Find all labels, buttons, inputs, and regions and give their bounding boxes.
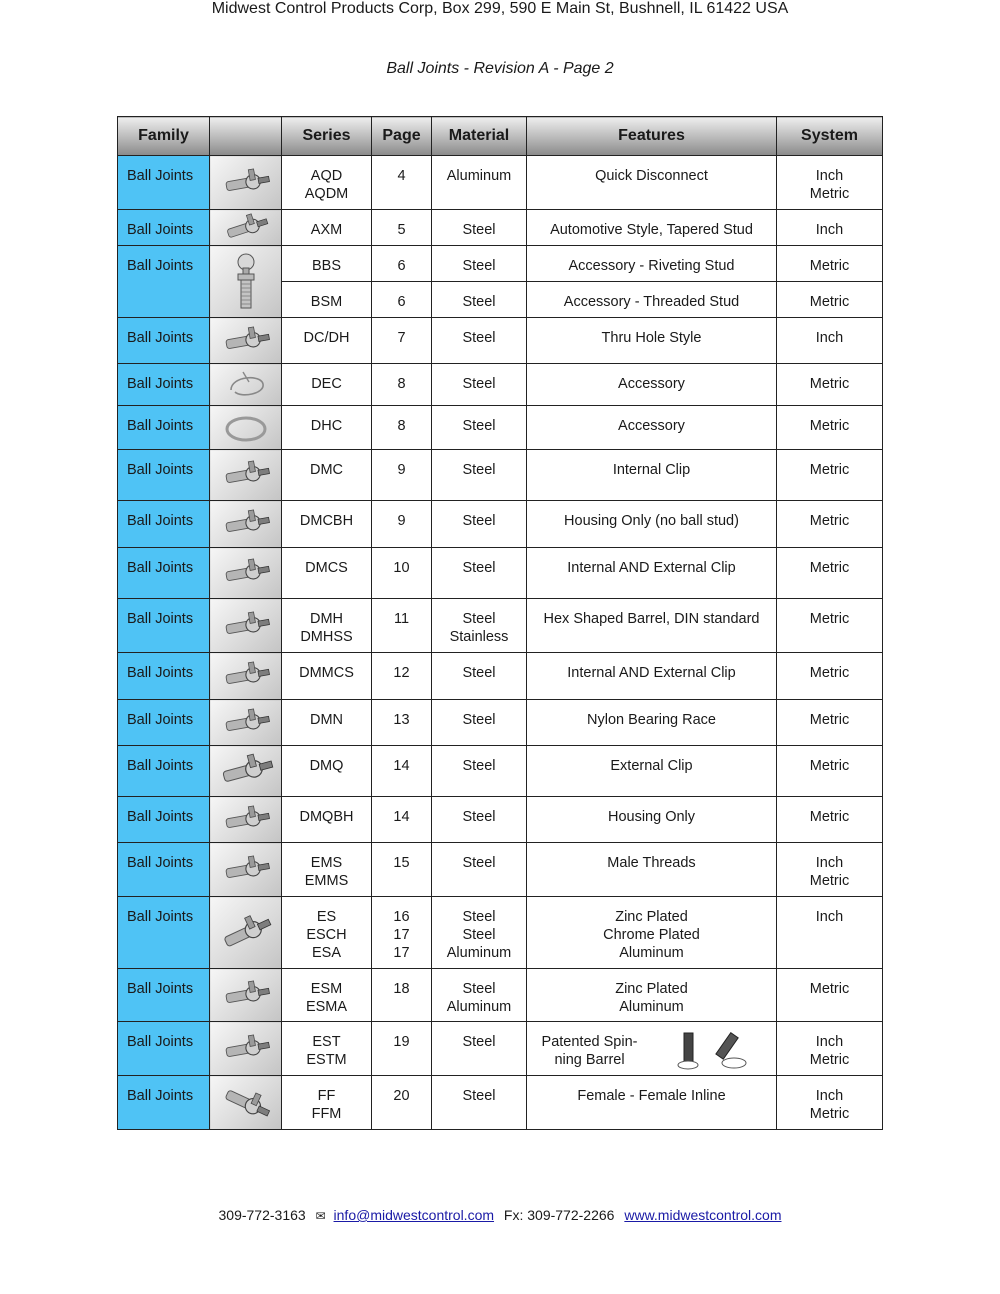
material-cell xyxy=(432,246,527,282)
page-cell xyxy=(372,797,432,843)
series-line: DMN xyxy=(309,712,344,728)
envelope-icon: ✉ xyxy=(315,1209,326,1223)
system-cell xyxy=(777,450,883,501)
material-cell xyxy=(432,318,527,364)
feature-line: External Clip xyxy=(610,758,693,774)
material-cell xyxy=(432,969,527,1022)
series-cell xyxy=(282,969,372,1022)
material-line: Steel xyxy=(462,258,496,274)
ball-joints-table xyxy=(117,116,883,1130)
page-line: 15 xyxy=(393,855,410,871)
table-header-row xyxy=(118,117,883,156)
system-cell xyxy=(777,406,883,450)
system-line: Metric xyxy=(809,712,850,728)
material-cell xyxy=(432,364,527,406)
system-cell xyxy=(777,599,883,653)
material-cell xyxy=(432,897,527,969)
family-cell: Ball Joints xyxy=(118,406,210,450)
features-cell xyxy=(527,156,777,210)
feature-line: ning Barrel xyxy=(554,1052,625,1068)
series-cell xyxy=(282,746,372,797)
material-line: Steel xyxy=(462,855,496,871)
table-row xyxy=(118,210,883,246)
features-cell xyxy=(527,897,777,969)
family-cell: Ball Joints xyxy=(118,599,210,653)
header-series: Series xyxy=(282,117,372,156)
family-cell: Ball Joints xyxy=(118,318,210,364)
features-cell xyxy=(527,599,777,653)
material-line: Steel xyxy=(462,1034,496,1050)
feature-line: Aluminum xyxy=(619,999,684,1015)
series-line: DMQBH xyxy=(299,809,354,825)
page-line: 13 xyxy=(393,712,410,728)
series-line: ESM xyxy=(310,981,343,997)
series-line: ESCH xyxy=(306,927,347,943)
material-cell xyxy=(432,746,527,797)
page-cell xyxy=(372,501,432,548)
page-cell xyxy=(372,653,432,700)
feature-line: Internal Clip xyxy=(612,462,691,478)
system-line: Metric xyxy=(809,462,850,478)
page-cell xyxy=(372,969,432,1022)
features-cell xyxy=(527,746,777,797)
material-line: Steel xyxy=(462,809,496,825)
page-line: 17 xyxy=(393,927,410,943)
system-line: Metric xyxy=(809,665,850,681)
material-line: Steel xyxy=(462,758,496,774)
system-line: Inch xyxy=(815,330,844,346)
table-row xyxy=(118,450,883,501)
page-line: 7 xyxy=(397,330,406,346)
system-cell xyxy=(777,700,883,746)
series-line: BSM xyxy=(310,294,343,310)
system-cell xyxy=(777,364,883,406)
dmcbh-housing-photo xyxy=(210,501,282,548)
features-cell xyxy=(527,318,777,364)
system-line: Metric xyxy=(809,418,850,434)
material-line: Steel xyxy=(462,611,496,627)
system-line: Metric xyxy=(809,873,850,889)
series-line: DMC xyxy=(309,462,344,478)
page-line: 18 xyxy=(393,981,410,997)
est-ball-joint-photo xyxy=(210,1022,282,1076)
material-cell xyxy=(432,653,527,700)
features-cell xyxy=(527,364,777,406)
table-row xyxy=(118,548,883,599)
material-line: Steel xyxy=(462,981,496,997)
dmc-ball-joint-photo xyxy=(210,450,282,501)
material-cell xyxy=(432,210,527,246)
series-cell xyxy=(282,246,372,282)
family-cell: Ball Joints xyxy=(118,501,210,548)
family-cell: Ball Joints xyxy=(118,1076,210,1130)
series-line: EMMS xyxy=(304,873,349,889)
material-line: Steel xyxy=(462,665,496,681)
series-cell xyxy=(282,501,372,548)
series-cell xyxy=(282,1022,372,1076)
system-cell xyxy=(777,210,883,246)
feature-line: Aluminum xyxy=(619,945,684,961)
material-cell xyxy=(432,450,527,501)
page-cell xyxy=(372,897,432,969)
feature-line: Internal AND External Clip xyxy=(567,665,736,681)
feature-line: Nylon Bearing Race xyxy=(587,712,716,728)
features-cell xyxy=(527,246,777,282)
page-cell xyxy=(372,246,432,282)
page-line: 6 xyxy=(397,258,406,274)
system-cell xyxy=(777,843,883,897)
header-system: System xyxy=(777,117,883,156)
page-title: Ball Joints - Revision A - Page 2 xyxy=(386,60,614,77)
family-cell: Ball Joints xyxy=(118,156,210,210)
table-row xyxy=(118,364,883,406)
features-cell xyxy=(527,969,777,1022)
series-line: ESMA xyxy=(305,999,348,1015)
page-cell xyxy=(372,746,432,797)
series-cell xyxy=(282,318,372,364)
system-line: Metric xyxy=(809,258,850,274)
series-line: EMS xyxy=(310,855,343,871)
system-line: Metric xyxy=(809,758,850,774)
page-line: 16 xyxy=(393,909,410,925)
system-cell xyxy=(777,797,883,843)
dmmcs-ball-joint-photo xyxy=(210,653,282,700)
material-cell xyxy=(432,700,527,746)
page-line: 9 xyxy=(397,462,406,478)
series-line: DC/DH xyxy=(303,330,350,346)
page-cell xyxy=(372,282,432,318)
material-cell xyxy=(432,548,527,599)
system-line: Inch xyxy=(815,909,844,925)
page-line: 8 xyxy=(397,418,406,434)
material-cell xyxy=(432,599,527,653)
material-line: Steel xyxy=(462,927,496,943)
system-line: Metric xyxy=(809,1106,850,1122)
series-line: EST xyxy=(312,1034,341,1050)
features-cell xyxy=(527,548,777,599)
series-line: DEC xyxy=(311,376,342,392)
series-cell xyxy=(282,548,372,599)
material-line: Steel xyxy=(462,1088,496,1104)
system-line: Inch xyxy=(815,168,844,184)
footer-phone: 309-772-3163 xyxy=(218,1207,306,1223)
material-line: Steel xyxy=(462,418,496,434)
family-cell: Ball Joints xyxy=(118,1022,210,1076)
features-cell xyxy=(527,700,777,746)
header-image xyxy=(210,117,282,156)
page-line: 17 xyxy=(393,945,410,961)
features-cell xyxy=(527,282,777,318)
series-line: DHC xyxy=(310,418,343,434)
system-line: Inch xyxy=(815,1034,844,1050)
family-cell: Ball Joints xyxy=(118,969,210,1022)
dhc-ring-photo xyxy=(210,406,282,450)
material-line: Aluminum xyxy=(446,999,512,1015)
system-cell xyxy=(777,156,883,210)
material-line: Aluminum xyxy=(446,945,512,961)
features-cell xyxy=(527,843,777,897)
series-line: FF xyxy=(317,1088,336,1104)
table-row xyxy=(118,797,883,843)
system-cell xyxy=(777,548,883,599)
family-cell: Ball Joints xyxy=(118,450,210,501)
page-line: 4 xyxy=(397,168,406,184)
system-line: Inch xyxy=(815,1088,844,1104)
feature-line: Automotive Style, Tapered Stud xyxy=(550,222,753,238)
page-line: 10 xyxy=(393,560,410,576)
footer-company: Midwest Control Products Corp, Box 299, 590 E Main St, Bushnell, IL 61422 USA xyxy=(211,0,789,17)
header-features: Features xyxy=(527,117,777,156)
series-line: FFM xyxy=(311,1106,342,1122)
page-line: 19 xyxy=(393,1034,410,1050)
header-family: Family xyxy=(118,117,210,156)
dmn-ball-joint-photo xyxy=(210,700,282,746)
axm-ball-joint-photo xyxy=(210,210,282,246)
features-cell xyxy=(527,1076,777,1130)
page-cell xyxy=(372,364,432,406)
series-cell xyxy=(282,653,372,700)
page-line: 14 xyxy=(393,758,410,774)
page-cell xyxy=(372,1022,432,1076)
material-line: Steel xyxy=(462,330,496,346)
dc-dh-ball-joint-photo xyxy=(210,318,282,364)
series-line: DMHSS xyxy=(300,629,353,645)
material-line: Stainless xyxy=(449,629,509,645)
series-cell xyxy=(282,1076,372,1130)
family-cell: Ball Joints xyxy=(118,797,210,843)
dec-clip-photo xyxy=(210,364,282,406)
system-line: Metric xyxy=(809,981,850,997)
family-cell: Ball Joints xyxy=(118,653,210,700)
material-cell xyxy=(432,156,527,210)
page-cell xyxy=(372,318,432,364)
page-line: 8 xyxy=(397,376,406,392)
page-line: 20 xyxy=(393,1088,410,1104)
page-cell xyxy=(372,700,432,746)
series-cell xyxy=(282,156,372,210)
series-cell xyxy=(282,599,372,653)
page-cell xyxy=(372,450,432,501)
system-line: Inch xyxy=(815,855,844,871)
material-line: Steel xyxy=(462,376,496,392)
system-cell xyxy=(777,969,883,1022)
ball-stud-photo xyxy=(210,246,282,318)
page-line: 6 xyxy=(397,294,406,310)
series-cell xyxy=(282,897,372,969)
table-row xyxy=(118,246,883,282)
table-row xyxy=(118,653,883,700)
material-cell xyxy=(432,282,527,318)
system-cell xyxy=(777,318,883,364)
family-cell: Ball Joints xyxy=(118,700,210,746)
material-cell xyxy=(432,1076,527,1130)
family-cell: Ball Joints xyxy=(118,364,210,406)
page-cell xyxy=(372,156,432,210)
material-cell xyxy=(432,797,527,843)
system-cell xyxy=(777,897,883,969)
series-cell xyxy=(282,282,372,318)
series-cell xyxy=(282,210,372,246)
series-cell xyxy=(282,797,372,843)
series-cell xyxy=(282,406,372,450)
table-row xyxy=(118,843,883,897)
series-line: AQDM xyxy=(304,186,349,202)
series-line: ESTM xyxy=(306,1052,347,1068)
footer-fax: Fx: 309-772-2266 xyxy=(503,1207,615,1223)
features-cell xyxy=(527,797,777,843)
feature-line: Housing Only xyxy=(607,809,696,825)
table-row xyxy=(118,1022,883,1076)
system-line: Metric xyxy=(809,376,850,392)
feature-line: Thru Hole Style xyxy=(601,330,702,346)
family-cell: Ball Joints xyxy=(118,548,210,599)
page-cell xyxy=(372,843,432,897)
series-cell xyxy=(282,700,372,746)
system-cell xyxy=(777,501,883,548)
system-line: Metric xyxy=(809,611,850,627)
system-cell xyxy=(777,246,883,282)
ems-ball-joint-photo xyxy=(210,843,282,897)
page-line: 9 xyxy=(397,513,406,529)
material-line: Steel xyxy=(462,462,496,478)
feature-line: Patented Spin- xyxy=(541,1034,638,1050)
material-line: Steel xyxy=(462,712,496,728)
feature-line: Internal AND External Clip xyxy=(567,560,736,576)
feature-line: Housing Only (no ball stud) xyxy=(564,513,739,529)
family-cell: Ball Joints xyxy=(118,246,210,318)
system-line: Metric xyxy=(809,513,850,529)
dmq-ball-joint-photo xyxy=(210,746,282,797)
series-line: ES xyxy=(316,909,337,925)
dmh-ball-joint-photo xyxy=(210,599,282,653)
material-cell xyxy=(432,843,527,897)
features-cell xyxy=(527,450,777,501)
dmcs-ball-joint-photo xyxy=(210,548,282,599)
ff-ball-joint-photo xyxy=(210,1076,282,1130)
page-cell xyxy=(372,210,432,246)
table-row xyxy=(118,969,883,1022)
series-line: DMCBH xyxy=(299,513,354,529)
dmqbh-housing-photo xyxy=(210,797,282,843)
page-line: 5 xyxy=(397,222,406,238)
features-cell xyxy=(527,653,777,700)
table-row xyxy=(118,156,883,210)
page-line: 14 xyxy=(393,809,410,825)
table-row xyxy=(118,501,883,548)
series-line: ESA xyxy=(311,945,341,961)
material-cell xyxy=(432,501,527,548)
system-line: Metric xyxy=(809,560,850,576)
spinning-barrel-photo xyxy=(652,1027,776,1073)
family-cell: Ball Joints xyxy=(118,746,210,797)
es-ball-joint-photo xyxy=(210,897,282,969)
system-cell xyxy=(777,746,883,797)
footer-contacts xyxy=(0,1207,1000,1223)
features-cell xyxy=(527,1022,777,1076)
system-line: Metric xyxy=(809,294,850,310)
feature-line: Zinc Plated xyxy=(615,981,688,997)
feature-line: Chrome Plated xyxy=(603,927,700,943)
feature-line: Accessory xyxy=(618,418,685,434)
table-row xyxy=(118,599,883,653)
aqd-ball-joint-photo xyxy=(210,156,282,210)
features-cell xyxy=(527,501,777,548)
series-line: DMH xyxy=(309,611,344,627)
table-row xyxy=(118,406,883,450)
series-line: DMQ xyxy=(309,758,344,774)
page-cell xyxy=(372,599,432,653)
series-line: DMCS xyxy=(305,560,348,576)
system-line: Metric xyxy=(809,809,850,825)
esm-ball-joint-photo xyxy=(210,969,282,1022)
table-row xyxy=(118,746,883,797)
table-row xyxy=(118,1076,883,1130)
feature-line: Accessory - Riveting Stud xyxy=(568,258,735,274)
series-line: BBS xyxy=(311,258,341,274)
system-line: Metric xyxy=(809,186,850,202)
series-line: DMMCS xyxy=(299,665,354,681)
email-link[interactable]: info@midwestcontrol.com xyxy=(333,1207,495,1223)
page-cell xyxy=(372,1076,432,1130)
material-line: Steel xyxy=(462,560,496,576)
series-cell xyxy=(282,450,372,501)
table-row xyxy=(118,700,883,746)
feature-line: Accessory xyxy=(618,376,685,392)
features-cell xyxy=(527,210,777,246)
system-cell xyxy=(777,1076,883,1130)
feature-line: Zinc Plated xyxy=(615,909,688,925)
family-cell: Ball Joints xyxy=(118,897,210,969)
feature-line: Hex Shaped Barrel, DIN standard xyxy=(543,611,760,627)
features-cell xyxy=(527,406,777,450)
series-cell xyxy=(282,843,372,897)
system-cell xyxy=(777,282,883,318)
page-cell xyxy=(372,406,432,450)
table-row xyxy=(118,318,883,364)
system-cell xyxy=(777,1022,883,1076)
material-cell xyxy=(432,1022,527,1076)
material-line: Steel xyxy=(462,513,496,529)
feature-line: Quick Disconnect xyxy=(595,168,708,184)
page-line: 11 xyxy=(393,611,410,627)
website-link[interactable]: www.midwestcontrol.com xyxy=(624,1207,782,1223)
family-cell: Ball Joints xyxy=(118,843,210,897)
material-line: Steel xyxy=(462,222,496,238)
header-material: Material xyxy=(432,117,527,156)
header-page: Page xyxy=(372,117,432,156)
material-cell xyxy=(432,406,527,450)
page-line: 12 xyxy=(393,665,410,681)
series-line: AQD xyxy=(310,168,343,184)
material-line: Steel xyxy=(462,909,496,925)
page-cell xyxy=(372,548,432,599)
feature-line: Accessory - Threaded Stud xyxy=(563,294,740,310)
series-line: AXM xyxy=(310,222,343,238)
family-cell: Ball Joints xyxy=(118,210,210,246)
system-line: Metric xyxy=(809,1052,850,1068)
series-cell xyxy=(282,364,372,406)
system-cell xyxy=(777,653,883,700)
material-line: Aluminum xyxy=(446,168,512,184)
feature-line: Female - Female Inline xyxy=(577,1088,726,1104)
table-row xyxy=(118,897,883,969)
system-line: Inch xyxy=(815,222,844,238)
feature-line: Male Threads xyxy=(607,855,696,871)
material-line: Steel xyxy=(462,294,496,310)
